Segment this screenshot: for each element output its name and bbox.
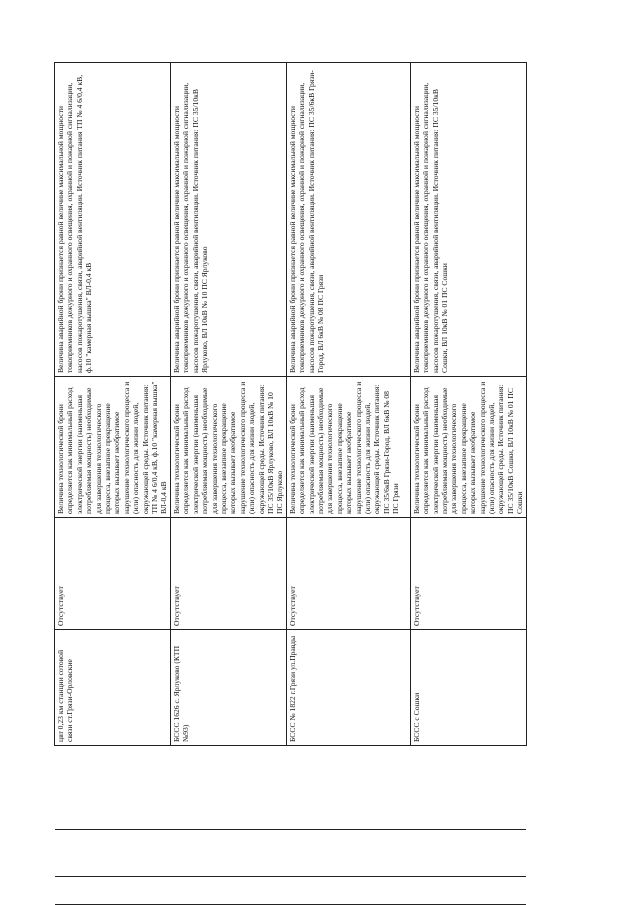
- emergency-reserve-cell: Величина аварийной брони признается равной величине максимальной мощности токоприемников дежурного и охранного освещения, охранной и пожарной сигнализации, насосов пожаротушения, связи, аварийной вентиляции. Источник питания ТП № 4 6/0,4 кВ, ф.10 "камерная вышка" ВЛ-0,4 кВ: [55, 63, 171, 377]
- tech-reserve-cell: Величина технологической брони определяется как минимальный расход электрической энергии (наименьшая потребляемая мощность) необходимые для завершения технологического процесса, внезапное прекращение которых вызывает необратимое нарушение технологического процесса и (или) опасность для жизни людей, окружающей среды. Источник питания: ТП № 4 6/0,4 кВ, ф.10 "камерная вышка" ВЛ-0,4 кВ: [55, 377, 171, 518]
- blank-cell: [410, 877, 526, 905]
- blank-cell: [410, 830, 526, 877]
- blank-cell: [286, 830, 410, 877]
- table-row: [55, 63, 171, 905]
- object-cell: БССС с Сошки: [410, 630, 526, 746]
- emergency-reserve-cell: Величина аварийной брони признается равной величине максимальной мощности токоприемников дежурного и охранного освещения, охранной и пожарной сигнализации, насосов пожаротушения, связи, аварийной вентиляции. Источник питания: ПС 35/10кВ Сошки, ВЛ 10кВ № 01 ПС Сошки: [410, 63, 526, 377]
- consumers-cell: Отсутствует: [286, 518, 410, 630]
- blank-cell: [286, 746, 410, 830]
- tech-reserve-cell: Величина технологической брони определяется как минимальный расход электрической энергии (наименьшая потребляемая мощность) необходимые для завершения технологического процесса, внезапное прекращение которых вызывает необратимое нарушение технологического процесса и (или) опасность для жизни людей, окружающей среды. Источник питания: ПС 35/10кВ Сошки, ВЛ 10кВ № 01 ПС Сошки: [410, 377, 526, 518]
- blank-cell: [170, 877, 286, 905]
- emergency-reserve-cell: Величина аварийной брони признается равной величине максимальной мощности токоприемников дежурного и охранного освещения, охранной и пожарной сигнализации, насосов пожаротушения, связи, аварийной вентиляции. Источник питания: ПС 35/6кВ Грязи-Город, ВЛ 6кВ № 08 ПС Грязи: [286, 63, 410, 377]
- table-row: [170, 63, 286, 905]
- tech-reserve-cell: Величина технологической брони определяется как минимальный расход электрической энергии (наименьшая потребляемая мощность) необходимые для завершения технологического процесса, внезапное прекращение которых вызывает необратимое нарушение технологического процесса и (или) опасность для жизни людей, окружающей среды. Источник питания: ПС 35/10кВ Ярлуково, ВЛ 10кВ № 10 ПС Ярлуково: [170, 377, 286, 518]
- object-cell: БССС 1626 с. Ярлуково (КТП №93): [170, 630, 286, 746]
- blank-cell: [170, 830, 286, 877]
- emergency-reserve-cell: Величина аварийной брони признается равной величине максимальной мощности токоприемников дежурного и охранного освещения, охранной и пожарной сигнализации, насосов пожаротушения, связи, аварийной вентиляции. Источник питания: ПС 35/10кВ Ярлуково, ВЛ 10кВ № 10 ПС Ярлуково: [170, 63, 286, 377]
- consumers-cell: Отсутствует: [55, 518, 171, 630]
- reserve-table: [54, 62, 527, 905]
- object-cell: цвт 0,23 км станции сотовой связи ст.Грязи-Орловские: [55, 630, 171, 746]
- tech-reserve-cell: Величина технологической брони определяется как минимальный расход электрической энергии (наименьшая потребляемая мощность) необходимые для завершения технологического процесса, внезапное прекращение которых вызывает необратимое нарушение технологического процесса и (или) опасность для жизни людей, окружающей среды. Источник питания: ПС 35/6кВ Грязи-Город, ВЛ 6кВ № 08 ПС Грязи: [286, 377, 410, 518]
- blank-cell: [170, 746, 286, 830]
- table-row: [286, 63, 410, 905]
- blank-cell: [55, 746, 171, 830]
- table-row: [410, 63, 526, 905]
- blank-cell: [55, 877, 171, 905]
- object-cell: БССС № 1822 г.Грязи ул.Правды: [286, 630, 410, 746]
- consumers-cell: Отсутствует: [170, 518, 286, 630]
- blank-cell: [55, 830, 171, 877]
- blank-cell: [410, 746, 526, 830]
- consumers-cell: Отсутствует: [410, 518, 526, 630]
- blank-cell: [286, 877, 410, 905]
